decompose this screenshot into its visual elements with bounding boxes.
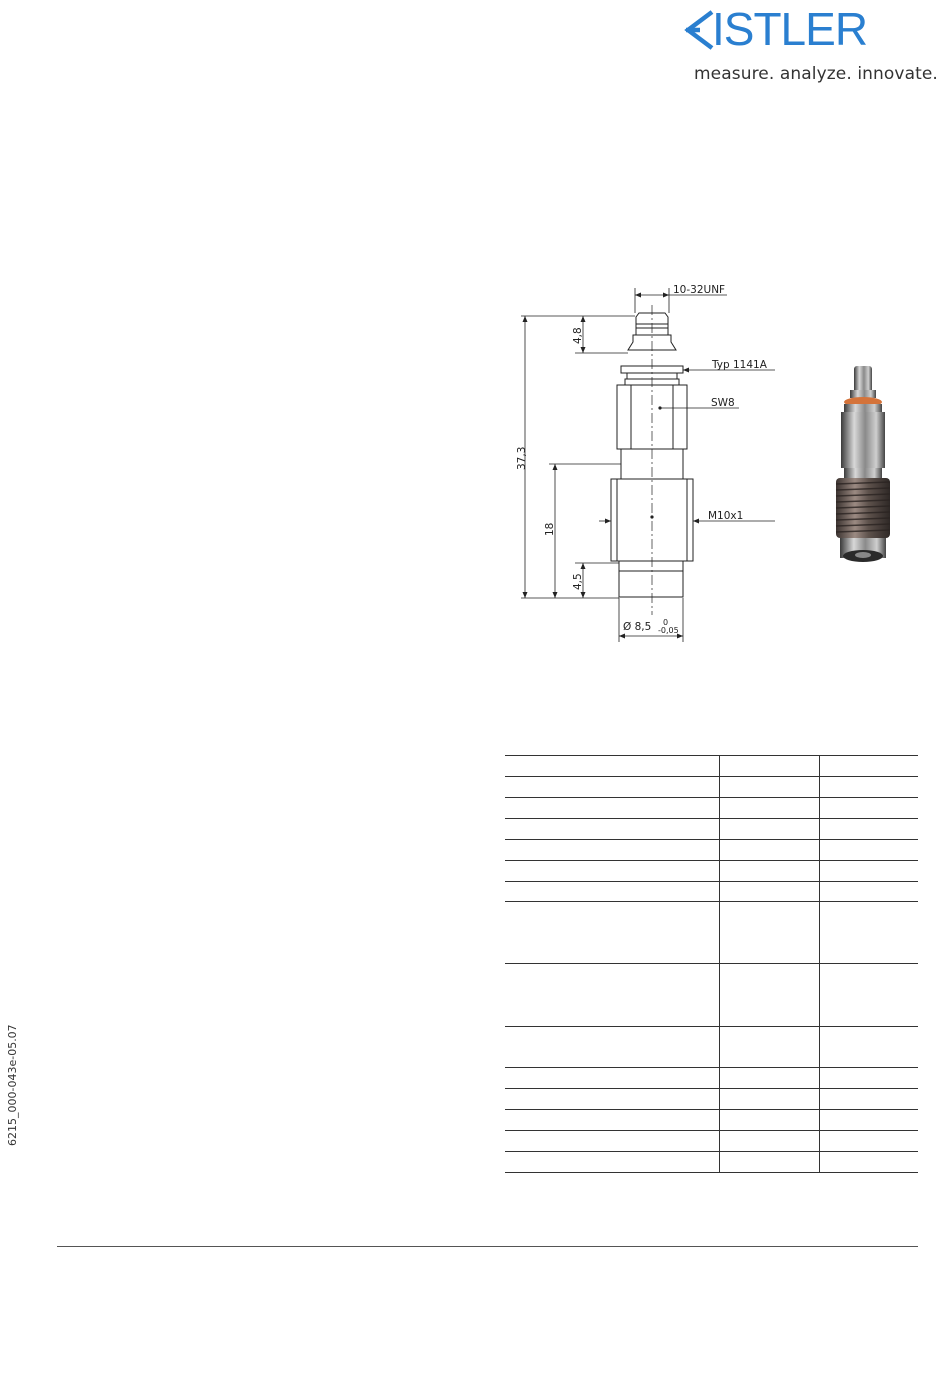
dim-diameter: Ø 8,5 <box>623 621 652 633</box>
dim-tolerance-upper: 0 <box>663 618 669 627</box>
dim-tip-height: 4,5 <box>572 573 584 590</box>
label-wrench-size: SW8 <box>711 397 735 409</box>
label-thread-main: M10x1 <box>708 510 744 522</box>
kistler-k-icon <box>684 10 714 50</box>
brand-tagline: measure. analyze. innovate. <box>694 64 938 84</box>
spec-table <box>505 755 918 1173</box>
kistler-logo <box>684 3 920 55</box>
logo-wordmark: ISTLER <box>712 3 868 55</box>
label-thread-top: 10-32UNF <box>673 284 726 296</box>
dim-top-height: 4,8 <box>572 327 584 344</box>
dim-overall-height: 37,3 <box>516 446 528 470</box>
dimension-drawing <box>495 280 785 650</box>
dim-tolerance-lower: -0,05 <box>658 626 679 635</box>
document-code: 6215_000-043e-05.07 <box>6 1024 19 1146</box>
dim-thread-length: 18 <box>544 522 556 536</box>
label-type: Typ 1141A <box>712 359 767 371</box>
product-photo <box>832 360 892 568</box>
footer-divider <box>57 1246 918 1247</box>
